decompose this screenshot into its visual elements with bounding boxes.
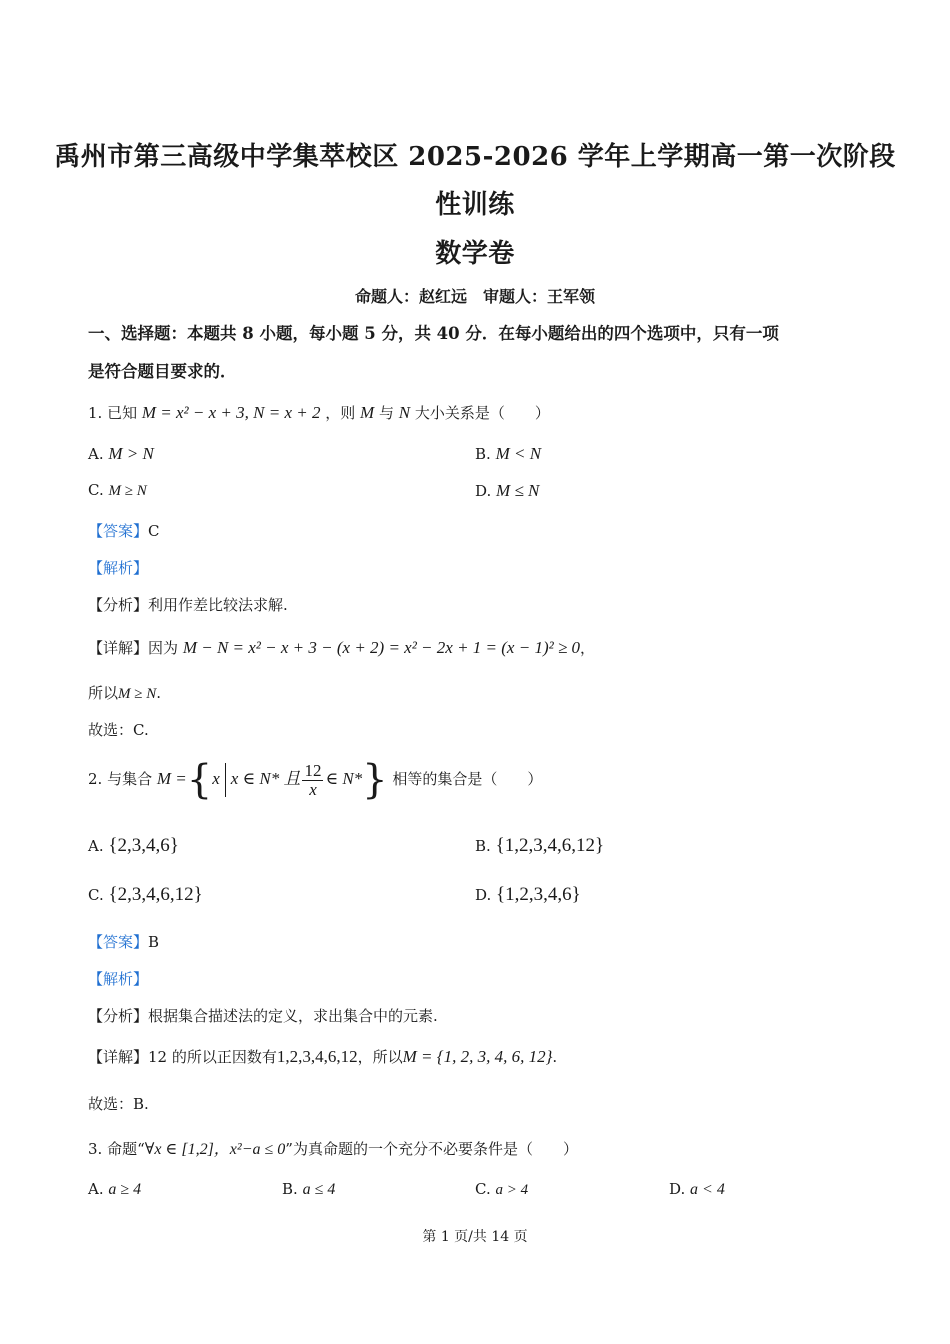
fraction-numerator: 12 [304, 760, 322, 780]
so-pre: 所以 [88, 684, 119, 702]
question-1-stem [88, 402, 550, 423]
option-label: D. [475, 482, 492, 500]
q1-answer [88, 520, 160, 541]
option-label: B. [475, 445, 491, 463]
q1-expression: M = x² − x + 3, N = x + 2 [141, 403, 321, 422]
authors: 命题人：赵红远 审题人：王军领 [354, 287, 595, 306]
q1-xiangjie [88, 637, 595, 658]
q2-suffix: 相等的集合是（ ） [392, 770, 543, 788]
q3-option-b[interactable] [282, 1180, 335, 1199]
fenxi-tag: 【分析】 [88, 1007, 149, 1025]
option-value: M ≥ N [108, 483, 147, 499]
option-value: {1,2,3,4,6} [496, 884, 581, 905]
q3-option-a[interactable] [88, 1180, 141, 1199]
fenxi-text: 根据集合描述法的定义，求出集合中的元素. [148, 1007, 438, 1025]
option-label: D. [475, 886, 492, 904]
section-heading-line-1: 一、选择题：本题共 8 小题，每小题 5 分，共 40 分．在每小题给出的四个选项中，只有一项 [88, 324, 779, 343]
option-value: a < 4 [690, 1181, 725, 1198]
q1-m: M [360, 403, 375, 422]
q1-option-d[interactable] [475, 481, 539, 501]
title-line-3: 数学卷 [435, 239, 515, 269]
q3-option-d[interactable] [669, 1180, 725, 1199]
xiangjie-tag: 【详解】 [88, 639, 149, 657]
q2-jiexi-tag: 【解析】 [88, 970, 149, 988]
set-divider [225, 763, 226, 797]
question-2-stem [88, 757, 543, 803]
option-value: M < N [495, 444, 542, 463]
option-label: D. [669, 1180, 686, 1198]
xiangjie-expression: M − N = x² − x + 3 − (x + 2) = x² − 2x + 1 = (x − 1)² ≥ 0 [182, 638, 581, 657]
q2-option-c[interactable] [88, 884, 203, 906]
right-brace: } [362, 757, 388, 803]
q1-option-b[interactable] [475, 444, 541, 464]
answer-value: C [148, 522, 160, 540]
question-3-stem [88, 1136, 578, 1159]
title-line-2: 性训练 [435, 190, 515, 220]
fraction-denominator: x [309, 779, 317, 799]
q1-mid: ，则 [325, 404, 356, 422]
q1-choose: 故选：C. [88, 721, 149, 739]
option-value: {2,3,4,6,12} [108, 884, 203, 905]
section-heading-line-2: 是符合题目要求的． [88, 362, 237, 381]
q1-fenxi [88, 594, 288, 615]
q3-suffix: ”为真命题的一个充分不必要条件是（ ） [285, 1140, 578, 1158]
q2-option-d[interactable] [475, 884, 581, 906]
q1-option-a[interactable] [88, 444, 154, 464]
xiangjie-end: . [552, 1048, 558, 1066]
option-label: C. [475, 1180, 491, 1198]
q2-cond-2: ∈ N* [325, 769, 363, 788]
q1-suffix: 大小关系是（ ） [414, 404, 550, 422]
option-value: {1,2,3,4,6,12} [495, 835, 605, 856]
option-label: C. [88, 886, 104, 904]
fenxi-text: 利用作差比较法求解. [148, 596, 288, 614]
q3-option-c[interactable] [475, 1180, 528, 1199]
q2-cond-1: x ∈ N* 且 [230, 769, 301, 788]
answer-value: B [148, 933, 160, 951]
option-label: A. [88, 837, 104, 855]
answer-tag: 【答案】 [88, 522, 149, 540]
so-end: . [156, 684, 162, 702]
q2-xiangjie [88, 1046, 557, 1067]
q2-fenxi [88, 1005, 438, 1026]
xiangjie-tag: 【详解】 [88, 1048, 149, 1066]
page-footer: 第 1 页/共 14 页 [422, 1229, 528, 1245]
answer-tag: 【答案】 [88, 933, 149, 951]
q2-set-x: x [212, 769, 220, 788]
title-line-1: 禹州市第三高级中学集萃校区 2025-2026 学年上学期高一第一次阶段 [54, 142, 896, 172]
q1-n: N [398, 403, 411, 422]
q1-prefix: 1. 已知 [88, 404, 138, 422]
xiangjie-list: 1,2,3,4,6,12 [276, 1047, 358, 1066]
q1-yu: 与 [379, 404, 395, 422]
option-value: a ≥ 4 [108, 1181, 142, 1198]
option-label: A. [88, 445, 104, 463]
q1-conclusion [88, 682, 161, 703]
so-expression: M ≥ N [118, 686, 157, 702]
q2-choose: 故选：B. [88, 1095, 149, 1113]
q2-set-lhs: M = [156, 769, 187, 788]
fenxi-tag: 【分析】 [88, 596, 149, 614]
xiangjie-expression: M = {1, 2, 3, 4, 6, 12} [402, 1047, 553, 1066]
q2-option-a[interactable] [88, 835, 179, 857]
option-label: C. [88, 481, 104, 499]
xiangjie-pre: 因为 [148, 639, 179, 657]
option-label: A. [88, 1180, 104, 1198]
fraction [302, 762, 323, 799]
q2-answer [88, 931, 159, 952]
xiangjie-b: ，所以 [357, 1048, 403, 1066]
xiangjie-end: ， [580, 639, 596, 657]
option-value: {2,3,4,6} [108, 835, 179, 856]
q3-expression: ∀x ∈ [1,2]，x²−a ≤ 0 [144, 1141, 286, 1158]
xiangjie-a: 12 的所以正因数有 [148, 1048, 277, 1066]
option-value: a > 4 [495, 1182, 529, 1198]
q1-jiexi-tag: 【解析】 [88, 559, 149, 577]
q1-option-c[interactable] [88, 481, 147, 500]
left-brace: { [186, 757, 213, 803]
q2-option-b[interactable] [475, 835, 604, 857]
option-label: B. [475, 837, 491, 855]
option-value: M > N [108, 444, 154, 463]
q3-prefix: 3. 命题“ [88, 1140, 145, 1158]
option-value: a ≤ 4 [302, 1181, 336, 1198]
q2-prefix: 2. 与集合 [88, 770, 153, 788]
option-value: M ≤ N [496, 481, 540, 500]
option-label: B. [282, 1180, 298, 1198]
